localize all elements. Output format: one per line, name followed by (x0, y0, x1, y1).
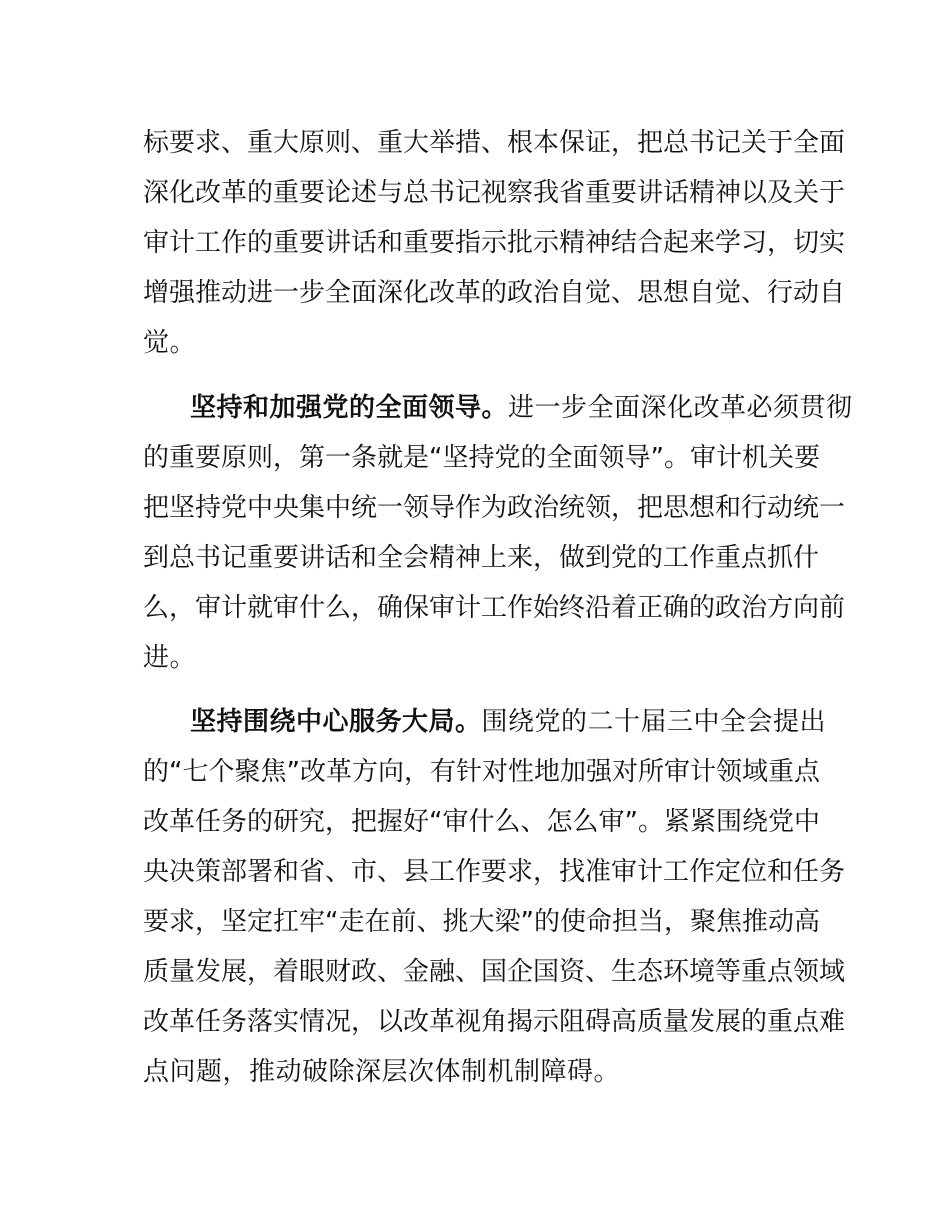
paragraph-2-line-4: 到总书记重要讲话和全会精神上来，做到党的工作重点抓什 (143, 543, 820, 573)
paragraph-1-line-2: 深化改革的重要论述与总书记视察我省重要讲话精神以及关于 (143, 178, 846, 208)
paragraph-2-line-5: 么，审计就审什么，确保审计工作始终沿着正确的政治方向前 (143, 593, 846, 623)
paragraph-3-first-line-text: 围绕党的二十届三中全会提出 (481, 707, 827, 737)
paragraph-2-line-6: 进。 (143, 643, 197, 673)
paragraph-3-line-6: 质量发展，着眼财政、金融、国企国资、生态环境等重点领域 (143, 957, 846, 987)
paragraph-2-line-3: 把坚持党中央集中统一领导作为政治统领，把思想和行动统一 (143, 493, 846, 523)
paragraph-2-line-1 (190, 393, 853, 423)
paragraph-1-line-3: 审计工作的重要讲话和重要指示批示精神结合起来学习，切实 (143, 228, 846, 258)
paragraph-1-line-5: 觉。 (143, 328, 197, 358)
paragraph-3-line-4: 央决策部署和省、市、县工作要求，找准审计工作定位和任务 (143, 857, 846, 887)
paragraph-1-line-1: 标要求、重大原则、重大举措、根本保证，把总书记关于全面 (143, 128, 846, 158)
paragraph-2-line-2: 的重要原则，第一条就是“坚持党的全面领导”。审计机关要 (143, 443, 820, 473)
paragraph-3-line-5: 要求，坚定扛牢“走在前、挑大梁”的使命担当，聚焦推动高 (143, 907, 820, 937)
paragraph-3-heading: 坚持围绕中心服务大局。 (190, 707, 482, 737)
paragraph-3-line-7: 改革任务落实情况，以改革视角揭示阻碍高质量发展的重点难 (143, 1007, 846, 1037)
paragraph-2-first-line-text: 进一步全面深化改革必须贯彻 (508, 393, 853, 423)
paragraph-3-line-3: 改革任务的研究，把握好“审什么、怎么审”。紧紧围绕党中 (143, 807, 820, 837)
paragraph-1-line-4: 增强推动进一步全面深化改革的政治自觉、思想自觉、行动自 (143, 278, 846, 308)
paragraph-3-line-1 (190, 707, 826, 737)
paragraph-3-line-2: 的“七个聚焦”改革方向，有针对性地加强对所审计领域重点 (143, 757, 820, 787)
paragraph-2-heading: 坚持和加强党的全面领导。 (190, 393, 509, 423)
paragraph-3-line-8: 点问题，推动破除深层次体制机制障碍。 (143, 1057, 621, 1087)
